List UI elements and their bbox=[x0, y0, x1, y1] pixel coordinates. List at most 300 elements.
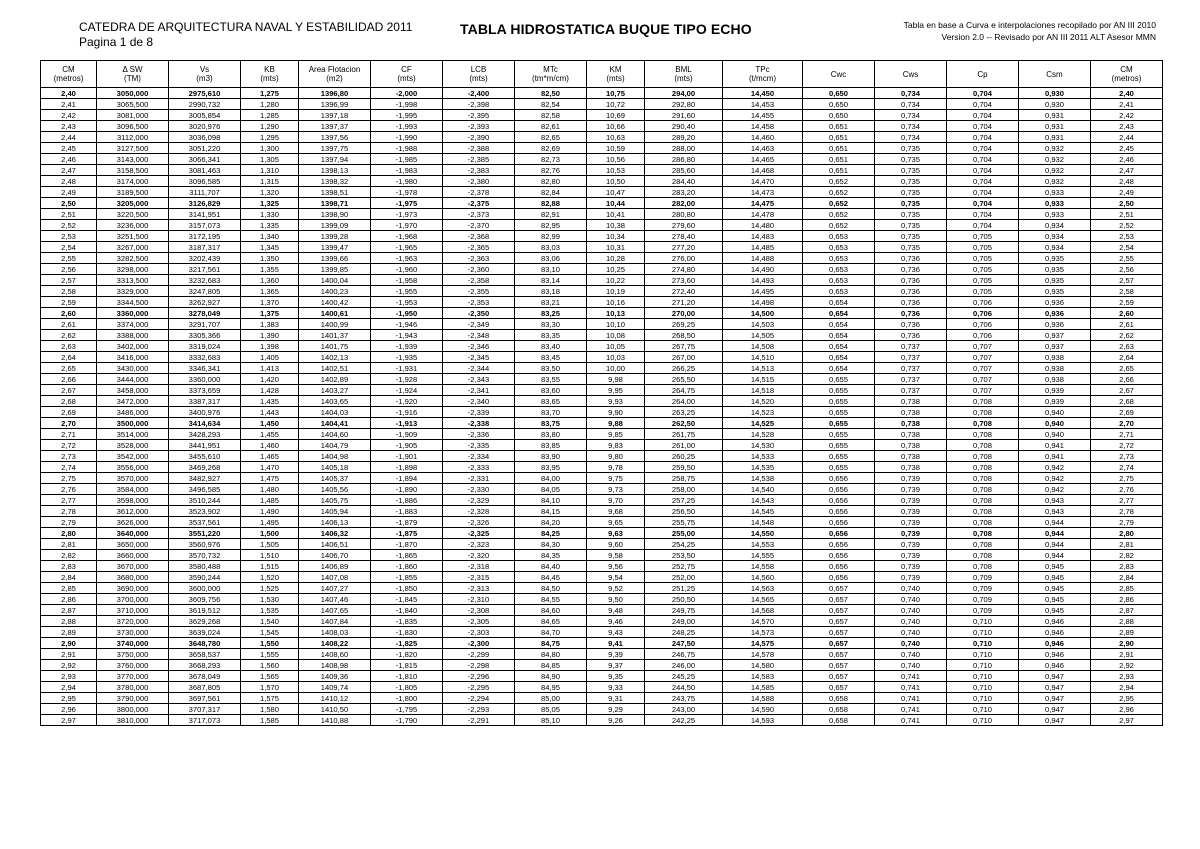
table-cell: 1,510 bbox=[241, 550, 299, 561]
table-cell: 14,538 bbox=[723, 473, 803, 484]
table-cell: -1,975 bbox=[371, 198, 443, 209]
table-cell: 0,654 bbox=[803, 363, 875, 374]
table-cell: 82,61 bbox=[515, 121, 587, 132]
table-cell: 3570,732 bbox=[169, 550, 241, 561]
table-cell: 10,08 bbox=[587, 330, 645, 341]
table-cell: 0,734 bbox=[875, 132, 947, 143]
table-cell: 84,05 bbox=[515, 484, 587, 495]
table-cell: 3514,000 bbox=[97, 429, 169, 440]
table-cell: 14,590 bbox=[723, 704, 803, 715]
table-cell: 0,708 bbox=[947, 440, 1019, 451]
table-cell: 0,946 bbox=[1019, 660, 1091, 671]
table-cell: 1,443 bbox=[241, 407, 299, 418]
column-name: CM bbox=[1120, 65, 1133, 74]
table-cell: 2,63 bbox=[41, 341, 97, 352]
table-cell: 0,708 bbox=[947, 462, 1019, 473]
table-cell: 3680,000 bbox=[97, 572, 169, 583]
table-cell: 3584,000 bbox=[97, 484, 169, 495]
table-cell: 1396,99 bbox=[299, 99, 371, 110]
table-cell: 3528,000 bbox=[97, 440, 169, 451]
table-row bbox=[41, 286, 1163, 297]
table-cell: 2,57 bbox=[41, 275, 97, 286]
table-cell: 3551,220 bbox=[169, 528, 241, 539]
table-cell: 14,488 bbox=[723, 253, 803, 264]
table-cell: 3298,000 bbox=[97, 264, 169, 275]
column-unit: (metros) bbox=[53, 74, 84, 83]
table-row bbox=[41, 209, 1163, 220]
table-cell: 2,55 bbox=[41, 253, 97, 264]
table-row bbox=[41, 220, 1163, 231]
table-cell: 3373,659 bbox=[169, 385, 241, 396]
table-cell: 2,90 bbox=[41, 638, 97, 649]
table-row bbox=[41, 352, 1163, 363]
table-cell: 0,657 bbox=[803, 583, 875, 594]
column-header bbox=[723, 61, 803, 88]
column-name: Cws bbox=[902, 69, 919, 79]
table-cell: 2,89 bbox=[41, 627, 97, 638]
table-cell: 0,651 bbox=[803, 165, 875, 176]
table-cell: 258,00 bbox=[645, 484, 723, 495]
table-cell: 257,25 bbox=[645, 495, 723, 506]
table-cell: 1,505 bbox=[241, 539, 299, 550]
table-cell: 1,360 bbox=[241, 275, 299, 286]
table-cell: 2,91 bbox=[41, 649, 97, 660]
table-cell: 0,710 bbox=[947, 671, 1019, 682]
table-cell: 2,59 bbox=[41, 297, 97, 308]
table-cell: 1407,84 bbox=[299, 616, 371, 627]
table-cell: 1,435 bbox=[241, 396, 299, 407]
table-cell: 3560,976 bbox=[169, 539, 241, 550]
table-cell: 0,708 bbox=[947, 539, 1019, 550]
table-cell: 0,740 bbox=[875, 660, 947, 671]
table-cell: 3542,000 bbox=[97, 451, 169, 462]
table-cell: 14,528 bbox=[723, 429, 803, 440]
table-cell: 2,87 bbox=[1091, 605, 1163, 616]
column-name: Δ SW bbox=[122, 65, 143, 74]
table-cell: -2,300 bbox=[443, 638, 515, 649]
table-cell: 1,340 bbox=[241, 231, 299, 242]
table-cell: 2,79 bbox=[1091, 517, 1163, 528]
table-cell: 2,46 bbox=[1091, 154, 1163, 165]
table-cell: -2,298 bbox=[443, 660, 515, 671]
table-row bbox=[41, 143, 1163, 154]
table-cell: 83,25 bbox=[515, 308, 587, 319]
table-cell: -2,345 bbox=[443, 352, 515, 363]
table-cell: 2,72 bbox=[1091, 440, 1163, 451]
table-cell: 9,98 bbox=[587, 374, 645, 385]
table-cell: 1408,22 bbox=[299, 638, 371, 649]
table-cell: 10,19 bbox=[587, 286, 645, 297]
table-cell: 268,50 bbox=[645, 330, 723, 341]
table-cell: 10,10 bbox=[587, 319, 645, 330]
table-cell: 14,458 bbox=[723, 121, 803, 132]
table-cell: 0,737 bbox=[875, 385, 947, 396]
table-cell: 3658,537 bbox=[169, 649, 241, 660]
table-cell: 3174,000 bbox=[97, 176, 169, 187]
table-cell: 2,65 bbox=[1091, 363, 1163, 374]
table-cell: 10,47 bbox=[587, 187, 645, 198]
table-cell: 9,85 bbox=[587, 429, 645, 440]
table-cell: 1,520 bbox=[241, 572, 299, 583]
table-cell: -2,331 bbox=[443, 473, 515, 484]
table-cell: -1,909 bbox=[371, 429, 443, 440]
table-cell: -1,983 bbox=[371, 165, 443, 176]
table-cell: 3760,000 bbox=[97, 660, 169, 671]
table-cell: 10,03 bbox=[587, 352, 645, 363]
table-cell: 0,930 bbox=[1019, 88, 1091, 99]
table-cell: 0,650 bbox=[803, 99, 875, 110]
table-cell: 2,48 bbox=[41, 176, 97, 187]
table-cell: 2,88 bbox=[41, 616, 97, 627]
table-row bbox=[41, 132, 1163, 143]
table-cell: 14,568 bbox=[723, 605, 803, 616]
table-row bbox=[41, 572, 1163, 583]
table-cell: 1404,98 bbox=[299, 451, 371, 462]
table-cell: 3346,341 bbox=[169, 363, 241, 374]
table-cell: 14,465 bbox=[723, 154, 803, 165]
table-cell: -2,338 bbox=[443, 418, 515, 429]
table-cell: -2,344 bbox=[443, 363, 515, 374]
table-row bbox=[41, 451, 1163, 462]
table-cell: 1408,03 bbox=[299, 627, 371, 638]
table-cell: 3387,317 bbox=[169, 396, 241, 407]
table-cell: 0,740 bbox=[875, 627, 947, 638]
table-cell: 0,652 bbox=[803, 176, 875, 187]
table-cell: 1,545 bbox=[241, 627, 299, 638]
table-cell: 10,34 bbox=[587, 231, 645, 242]
table-cell: 14,475 bbox=[723, 198, 803, 209]
column-name: Csm bbox=[1046, 69, 1063, 79]
table-cell: 14,510 bbox=[723, 352, 803, 363]
table-row bbox=[41, 165, 1163, 176]
table-cell: 1,540 bbox=[241, 616, 299, 627]
table-cell: 1400,23 bbox=[299, 286, 371, 297]
table-cell: 2,41 bbox=[41, 99, 97, 110]
table-cell: 10,22 bbox=[587, 275, 645, 286]
table-cell: 3332,683 bbox=[169, 352, 241, 363]
table-cell: 3360,000 bbox=[97, 308, 169, 319]
table-cell: 3690,000 bbox=[97, 583, 169, 594]
table-cell: -2,380 bbox=[443, 176, 515, 187]
table-cell: 1,295 bbox=[241, 132, 299, 143]
header-right bbox=[904, 19, 1156, 43]
table-cell: 83,45 bbox=[515, 352, 587, 363]
table-cell: 0,653 bbox=[803, 264, 875, 275]
table-cell: -1,825 bbox=[371, 638, 443, 649]
table-cell: 0,650 bbox=[803, 88, 875, 99]
table-cell: 3668,293 bbox=[169, 660, 241, 671]
table-cell: 84,75 bbox=[515, 638, 587, 649]
table-cell: 0,736 bbox=[875, 319, 947, 330]
table-cell: 84,85 bbox=[515, 660, 587, 671]
table-cell: 14,585 bbox=[723, 682, 803, 693]
table-cell: 0,708 bbox=[947, 396, 1019, 407]
table-cell: 2,85 bbox=[41, 583, 97, 594]
table-cell: 0,939 bbox=[1019, 396, 1091, 407]
table-cell: 3428,293 bbox=[169, 429, 241, 440]
table-cell: -1,963 bbox=[371, 253, 443, 264]
table-cell: 14,518 bbox=[723, 385, 803, 396]
table-cell: 14,523 bbox=[723, 407, 803, 418]
column-header bbox=[241, 61, 299, 88]
table-cell: 0,652 bbox=[803, 187, 875, 198]
table-cell: 2,67 bbox=[1091, 385, 1163, 396]
table-cell: 0,704 bbox=[947, 88, 1019, 99]
table-cell: 0,705 bbox=[947, 275, 1019, 286]
table-cell: 2,86 bbox=[41, 594, 97, 605]
table-cell: 0,737 bbox=[875, 352, 947, 363]
table-cell: -2,330 bbox=[443, 484, 515, 495]
table-cell: 0,946 bbox=[1019, 627, 1091, 638]
column-unit: (metros) bbox=[1111, 74, 1142, 83]
table-cell: 14,520 bbox=[723, 396, 803, 407]
table-cell: 0,739 bbox=[875, 473, 947, 484]
column-name: Cp bbox=[977, 69, 988, 79]
table-cell: 254,25 bbox=[645, 539, 723, 550]
table-cell: 1408,98 bbox=[299, 660, 371, 671]
table-cell: 0,944 bbox=[1019, 517, 1091, 528]
table-row bbox=[41, 187, 1163, 198]
column-header bbox=[97, 61, 169, 88]
table-cell: 3267,000 bbox=[97, 242, 169, 253]
table-cell: 10,38 bbox=[587, 220, 645, 231]
table-cell: 273,60 bbox=[645, 275, 723, 286]
table-cell: 0,658 bbox=[803, 693, 875, 704]
table-cell: 10,53 bbox=[587, 165, 645, 176]
table-cell: 2,95 bbox=[1091, 693, 1163, 704]
table-cell: 10,16 bbox=[587, 297, 645, 308]
table-cell: 2,90 bbox=[1091, 638, 1163, 649]
table-cell: 1406,70 bbox=[299, 550, 371, 561]
table-cell: 3158,500 bbox=[97, 165, 169, 176]
table-cell: 1,310 bbox=[241, 165, 299, 176]
table-cell: 83,55 bbox=[515, 374, 587, 385]
table-cell: -2,348 bbox=[443, 330, 515, 341]
table-cell: 3319,024 bbox=[169, 341, 241, 352]
table-cell: 0,708 bbox=[947, 429, 1019, 440]
table-cell: 0,704 bbox=[947, 198, 1019, 209]
table-cell: 2,53 bbox=[41, 231, 97, 242]
table-cell: 0,655 bbox=[803, 462, 875, 473]
table-cell: 1,320 bbox=[241, 187, 299, 198]
table-cell: 2,97 bbox=[41, 715, 97, 726]
table-cell: 0,931 bbox=[1019, 132, 1091, 143]
table-cell: 0,710 bbox=[947, 616, 1019, 627]
table-cell: 84,35 bbox=[515, 550, 587, 561]
table-row bbox=[41, 550, 1163, 561]
table-cell: -1,883 bbox=[371, 506, 443, 517]
table-cell: 243,00 bbox=[645, 704, 723, 715]
table-cell: 0,935 bbox=[1019, 264, 1091, 275]
table-cell: 1,420 bbox=[241, 374, 299, 385]
table-cell: 1,335 bbox=[241, 220, 299, 231]
table-cell: 0,650 bbox=[803, 110, 875, 121]
table-cell: 264,00 bbox=[645, 396, 723, 407]
table-cell: 0,704 bbox=[947, 165, 1019, 176]
table-cell: 9,95 bbox=[587, 385, 645, 396]
table-row bbox=[41, 616, 1163, 627]
table-cell: 14,563 bbox=[723, 583, 803, 594]
table-cell: -1,894 bbox=[371, 473, 443, 484]
table-row bbox=[41, 176, 1163, 187]
table-cell: 84,70 bbox=[515, 627, 587, 638]
table-cell: 1,530 bbox=[241, 594, 299, 605]
version-note: Version 2.0 -- Revisado por AN III 2011 ALT Asesor MMN bbox=[941, 32, 1156, 42]
table-cell: 261,00 bbox=[645, 440, 723, 451]
table-cell: 0,658 bbox=[803, 704, 875, 715]
table-cell: 1404,79 bbox=[299, 440, 371, 451]
table-cell: 3126,829 bbox=[169, 198, 241, 209]
table-cell: 280,80 bbox=[645, 209, 723, 220]
table-cell: 83,80 bbox=[515, 429, 587, 440]
table-cell: -1,913 bbox=[371, 418, 443, 429]
table-cell: 2,63 bbox=[1091, 341, 1163, 352]
table-cell: 1,405 bbox=[241, 352, 299, 363]
table-cell: 9,39 bbox=[587, 649, 645, 660]
table-cell: 0,710 bbox=[947, 649, 1019, 660]
table-cell: 14,580 bbox=[723, 660, 803, 671]
table-cell: 1407,46 bbox=[299, 594, 371, 605]
table-cell: 85,05 bbox=[515, 704, 587, 715]
table-body bbox=[41, 88, 1163, 726]
table-cell: 0,735 bbox=[875, 154, 947, 165]
table-cell: 3687,805 bbox=[169, 682, 241, 693]
table-cell: 3720,000 bbox=[97, 616, 169, 627]
table-cell: 9,73 bbox=[587, 484, 645, 495]
table-row bbox=[41, 242, 1163, 253]
table-cell: 0,734 bbox=[875, 88, 947, 99]
table-cell: 14,508 bbox=[723, 341, 803, 352]
hydrostatic-table bbox=[40, 60, 1163, 726]
table-cell: 2,93 bbox=[41, 671, 97, 682]
table-cell: 0,944 bbox=[1019, 550, 1091, 561]
table-cell: 0,741 bbox=[875, 715, 947, 726]
table-cell: -2,370 bbox=[443, 220, 515, 231]
table-cell: 3020,976 bbox=[169, 121, 241, 132]
table-cell: 1,490 bbox=[241, 506, 299, 517]
table-cell: -1,855 bbox=[371, 572, 443, 583]
table-cell: 2,93 bbox=[1091, 671, 1163, 682]
table-cell: -2,363 bbox=[443, 253, 515, 264]
table-cell: 0,734 bbox=[875, 110, 947, 121]
table-cell: 0,654 bbox=[803, 297, 875, 308]
table-cell: 84,10 bbox=[515, 495, 587, 506]
table-cell: 3360,000 bbox=[169, 374, 241, 385]
table-cell: 0,735 bbox=[875, 220, 947, 231]
table-cell: 14,533 bbox=[723, 451, 803, 462]
table-cell: -1,805 bbox=[371, 682, 443, 693]
table-cell: 0,708 bbox=[947, 561, 1019, 572]
table-cell: 3430,000 bbox=[97, 363, 169, 374]
table-cell: 0,938 bbox=[1019, 374, 1091, 385]
table-row bbox=[41, 374, 1163, 385]
table-cell: 82,84 bbox=[515, 187, 587, 198]
table-cell: 0,710 bbox=[947, 704, 1019, 715]
table-cell: 0,651 bbox=[803, 154, 875, 165]
table-cell: 84,50 bbox=[515, 583, 587, 594]
table-cell: 9,83 bbox=[587, 440, 645, 451]
table-cell: 0,736 bbox=[875, 286, 947, 297]
table-cell: -2,383 bbox=[443, 165, 515, 176]
table-cell: 2,40 bbox=[41, 88, 97, 99]
table-cell: 2,56 bbox=[1091, 264, 1163, 275]
table-cell: 2990,732 bbox=[169, 99, 241, 110]
table-cell: 84,45 bbox=[515, 572, 587, 583]
table-cell: 2,96 bbox=[41, 704, 97, 715]
table-cell: 1407,27 bbox=[299, 583, 371, 594]
table-cell: 2,95 bbox=[41, 693, 97, 704]
table-cell: 2,78 bbox=[1091, 506, 1163, 517]
table-cell: 14,495 bbox=[723, 286, 803, 297]
table-cell: 85,00 bbox=[515, 693, 587, 704]
table-cell: 9,63 bbox=[587, 528, 645, 539]
table-cell: 84,40 bbox=[515, 561, 587, 572]
table-cell: 0,934 bbox=[1019, 220, 1091, 231]
table-cell: 1,480 bbox=[241, 484, 299, 495]
table-cell: 2,89 bbox=[1091, 627, 1163, 638]
table-cell: -1,901 bbox=[371, 451, 443, 462]
table-row bbox=[41, 561, 1163, 572]
table-cell: 1398,13 bbox=[299, 165, 371, 176]
column-name: LCB bbox=[470, 65, 487, 74]
table-cell: 1403,27 bbox=[299, 385, 371, 396]
table-cell: 2,94 bbox=[41, 682, 97, 693]
table-cell: 2,79 bbox=[41, 517, 97, 528]
table-cell: 0,657 bbox=[803, 638, 875, 649]
table-cell: -1,920 bbox=[371, 396, 443, 407]
table-cell: 9,90 bbox=[587, 407, 645, 418]
table-cell: 1410,12 bbox=[299, 693, 371, 704]
table-cell: 9,93 bbox=[587, 396, 645, 407]
table-cell: 0,708 bbox=[947, 506, 1019, 517]
table-cell: 3189,500 bbox=[97, 187, 169, 198]
table-cell: 1404,60 bbox=[299, 429, 371, 440]
table-cell: 3800,000 bbox=[97, 704, 169, 715]
table-cell: 0,740 bbox=[875, 616, 947, 627]
table-cell: 259,50 bbox=[645, 462, 723, 473]
table-cell: 0,736 bbox=[875, 330, 947, 341]
table-cell: 291,60 bbox=[645, 110, 723, 121]
table-cell: 1402,51 bbox=[299, 363, 371, 374]
table-cell: -2,393 bbox=[443, 121, 515, 132]
table-cell: 14,555 bbox=[723, 550, 803, 561]
table-cell: 0,737 bbox=[875, 341, 947, 352]
table-cell: 14,503 bbox=[723, 319, 803, 330]
table-cell: 0,936 bbox=[1019, 297, 1091, 308]
table-cell: 1399,09 bbox=[299, 220, 371, 231]
table-cell: -2,335 bbox=[443, 440, 515, 451]
table-cell: 1,455 bbox=[241, 429, 299, 440]
table-cell: 0,652 bbox=[803, 209, 875, 220]
table-cell: 10,00 bbox=[587, 363, 645, 374]
table-cell: 9,80 bbox=[587, 451, 645, 462]
table-cell: 0,945 bbox=[1019, 583, 1091, 594]
table-cell: -2,373 bbox=[443, 209, 515, 220]
table-cell: 0,656 bbox=[803, 495, 875, 506]
table-cell: 0,704 bbox=[947, 132, 1019, 143]
table-row bbox=[41, 418, 1163, 429]
table-cell: 0,710 bbox=[947, 715, 1019, 726]
column-name: Cwc bbox=[830, 69, 847, 79]
table-cell: 0,938 bbox=[1019, 363, 1091, 374]
table-cell: 247,50 bbox=[645, 638, 723, 649]
table-cell: 3469,268 bbox=[169, 462, 241, 473]
table-cell: 0,737 bbox=[875, 374, 947, 385]
table-cell: 289,20 bbox=[645, 132, 723, 143]
table-cell: 2,53 bbox=[1091, 231, 1163, 242]
table-cell: 9,31 bbox=[587, 693, 645, 704]
table-cell: -2,390 bbox=[443, 132, 515, 143]
